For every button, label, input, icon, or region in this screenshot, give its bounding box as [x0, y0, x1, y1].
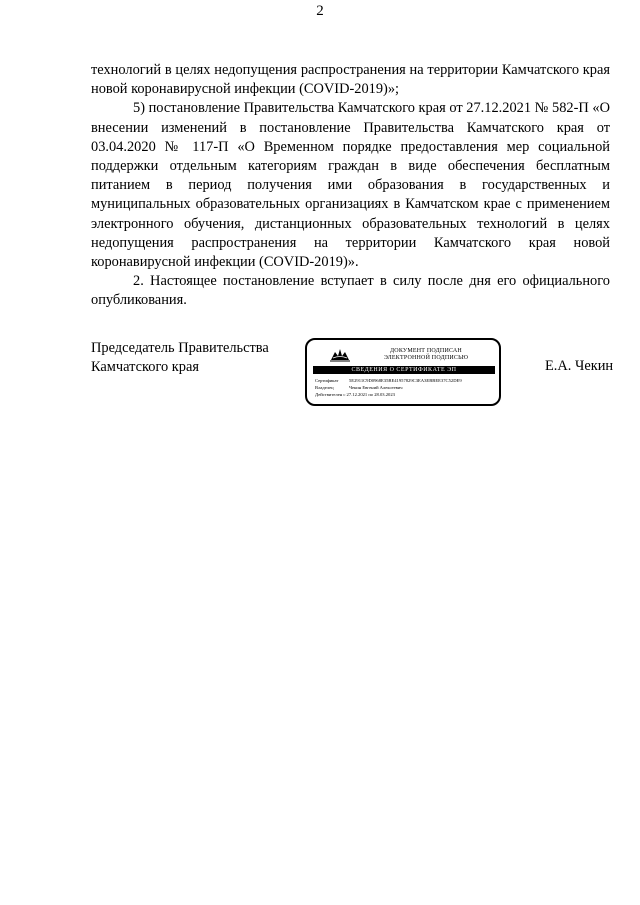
stamp-row-certificate [315, 378, 462, 384]
paragraph-continuation: технологий в целях недопущения распространения на территории Камчатского края новой коронавирусной инфекции (COVID-2019)»; [91, 62, 610, 98]
stamp-row-owner [315, 385, 403, 391]
signer-title-line1: Председатель Правительства [91, 340, 269, 356]
page-number: 2 [316, 3, 324, 19]
stamp-row-label: Сертификат [315, 378, 339, 383]
stamp-header [359, 348, 493, 362]
electronic-signature-stamp [305, 338, 501, 406]
signer-name: Е.А. Чекин [545, 358, 614, 374]
stamp-row-value: 5E2911C9D0968E35BE41957829C3EA3EBBEE37C52DE9 [349, 378, 462, 383]
paragraph-item-5: 5) постановление Правительства Камчатского края от 27.12.2021 № 582-П «О внесении изменений в постановление Правительства Камчатского края от 03.04.2020 № 117-П «О Временном порядке предоставления мер социальной поддержки отдельным категориям граждан в виде обеспечения бесплатным питанием в период получения ими образования в государственных и муниципальных образовательных организациях в Камчатском крае с применением электронного обучения, дистанционных образовательных технологий в целях недопущения распространения на территории Камчатского края новой коронавирусной инфекции (COVID-2019)». [91, 100, 610, 271]
stamp-row-label: Владелец [315, 385, 334, 390]
signer-title-line2: Камчатского края [91, 359, 199, 376]
stamp-row-value: Чекин Евгений Алексеевич [349, 385, 403, 390]
coat-of-arms-icon [329, 346, 351, 362]
stamp-header-line2: ЭЛЕКТРОННОЙ ПОДПИСЬЮ [383, 355, 469, 361]
paragraph-clause-2: 2. Настоящее постановление вступает в силу после дня его официального опубликования. [91, 273, 610, 309]
stamp-header-line1: ДОКУМЕНТ ПОДПИСАН [390, 348, 462, 354]
stamp-row-validity [315, 392, 395, 398]
document-body [91, 61, 610, 311]
signer-title [91, 339, 269, 377]
stamp-certificate-bar: СВЕДЕНИЯ О СЕРТИФИКАТЕ ЭП [313, 366, 495, 374]
stamp-row-label: Действителен с 27.12.2021 по 28.03.2023 [315, 392, 395, 397]
